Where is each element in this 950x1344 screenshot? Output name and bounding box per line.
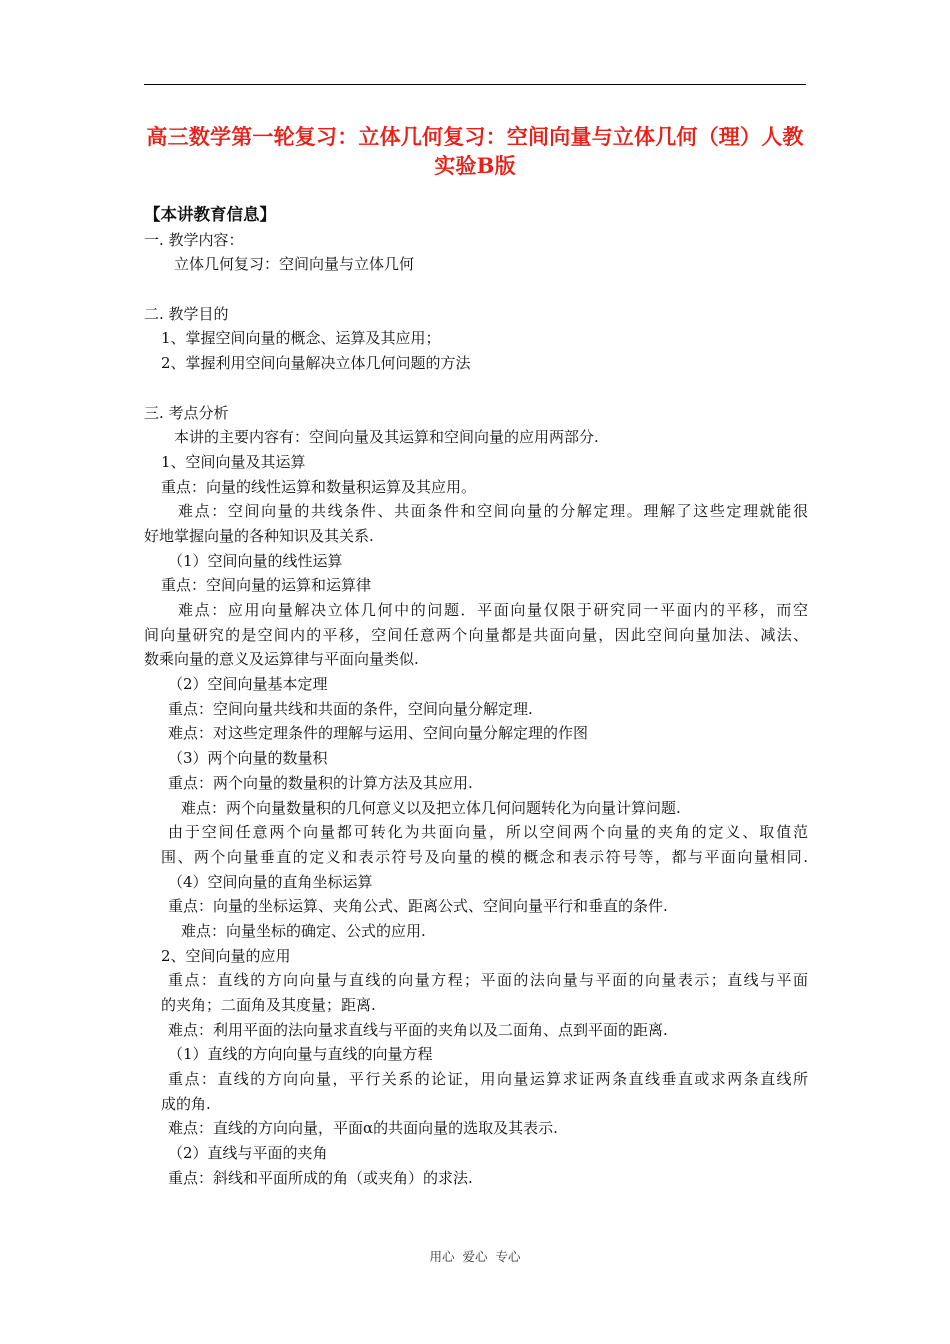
list-item: 2、掌握利用空间向量解决立体几何问题的方法	[161, 354, 471, 373]
header-rule	[144, 84, 806, 85]
paragraph-line: 难点：利用平面的法向量求直线与平面的夹角以及二面角、点到平面的距离.	[168, 1020, 668, 1039]
paragraph-line: 围、两个向量垂直的定义和表示符号及向量的模的概念和表示符号等，都与平面向量相同.	[161, 847, 808, 866]
paragraph-line: 难点：应用向量解决立体几何中的问题．平面向量仅限于研究同一平面内的平移，而空	[178, 601, 808, 619]
paragraph-line: 重点：空间向量共线和共面的条件，空间向量分解定理.	[168, 699, 533, 718]
paragraph-line: 成的角.	[161, 1094, 211, 1113]
paragraph-line: 难点：空间向量的共线条件、共面条件和空间向量的分解定理。理解了这些定理就能很	[178, 502, 808, 521]
paragraph-line: 难点：直线的方向向量，平面α的共面向量的选取及其表示.	[168, 1119, 558, 1138]
paragraph-line: 重点：向量的线性运算和数量积运算及其应用。	[161, 477, 477, 496]
subsection-title: 1、空间向量及其运算	[161, 452, 306, 471]
title-line-1: 高三数学第一轮复习：立体几何复习：空间向量与立体几何（理）人教	[146, 124, 804, 149]
list-item: 1、掌握空间向量的概念、运算及其应用；	[161, 329, 441, 348]
blank-line	[144, 277, 808, 302]
paragraph-line: 重点：两个向量的数量积的计算方法及其应用.	[168, 773, 473, 792]
paragraph-line: 重点：空间向量的运算和运算律	[161, 576, 372, 595]
paragraph-line: 由于空间任意两个向量都可转化为共面向量，所以空间两个向量的夹角的定义、取值范	[168, 823, 808, 842]
paragraph-line: 难点：向量坐标的确定、公式的应用.	[181, 921, 426, 940]
section-title-content: 一. 教学内容：	[144, 230, 244, 249]
blank-line	[144, 376, 808, 401]
paragraph-line: 立体几何复习：空间向量与立体几何	[174, 255, 415, 274]
paragraph-line: 重点：直线的方向向量与直线的向量方程；平面的法向量与平面的向量表示；直线与平面	[168, 971, 808, 990]
section-title-analysis: 三. 考点分析	[144, 403, 229, 422]
subsection-title: （1）直线的方向向量与直线的向量方程	[168, 1045, 433, 1064]
paragraph-line: 难点：对这些定理条件的理解与运用、空间向量分解定理的作图	[168, 724, 589, 743]
paragraph-line: 数乘向量的意义及运算律与平面向量类似.	[144, 650, 419, 669]
paragraph-line: 好地掌握向量的各种知识及其关系.	[144, 526, 374, 545]
paragraph-line: 间向量研究的是空间内的平移，空间任意两个向量都是共面向量，因此空间向量加法、减法、	[144, 625, 808, 644]
subsection-title: （2）空间向量基本定理	[168, 675, 328, 694]
paragraph-line: 的夹角；二面角及其度量；距离.	[161, 996, 376, 1014]
paragraph-line: 重点：直线的方向向量，平行关系的论证，用向量运算求证两条直线垂直或求两条直线所	[168, 1070, 808, 1089]
subsection-title: （3）两个向量的数量积	[168, 749, 328, 768]
title-line-2: 实验B版	[434, 153, 516, 178]
document-title	[144, 122, 806, 180]
section-heading: 【本讲教育信息】	[144, 205, 276, 224]
paragraph-line: 难点：两个向量数量积的几何意义以及把立体几何问题转化为向量计算问题.	[181, 798, 681, 817]
subsection-title: （1）空间向量的线性运算	[168, 551, 343, 570]
subsection-title: （4）空间向量的直角坐标运算	[168, 872, 373, 891]
section-title-purpose: 二. 教学目的	[144, 304, 229, 323]
subsection-title: 2、空间向量的应用	[161, 946, 291, 965]
paragraph-line: 重点：向量的坐标运算、夹角公式、距离公式、空间向量平行和垂直的条件.	[168, 897, 668, 916]
subsection-title: （2）直线与平面的夹角	[168, 1144, 328, 1163]
document-body	[144, 203, 808, 1191]
paragraph-line: 本讲的主要内容有：空间向量及其运算和空间向量的应用两部分.	[174, 428, 599, 447]
paragraph-line: 重点：斜线和平面所成的角（或夹角）的求法.	[168, 1168, 473, 1187]
page-footer: 用心 爱心 专心	[429, 1249, 521, 1264]
